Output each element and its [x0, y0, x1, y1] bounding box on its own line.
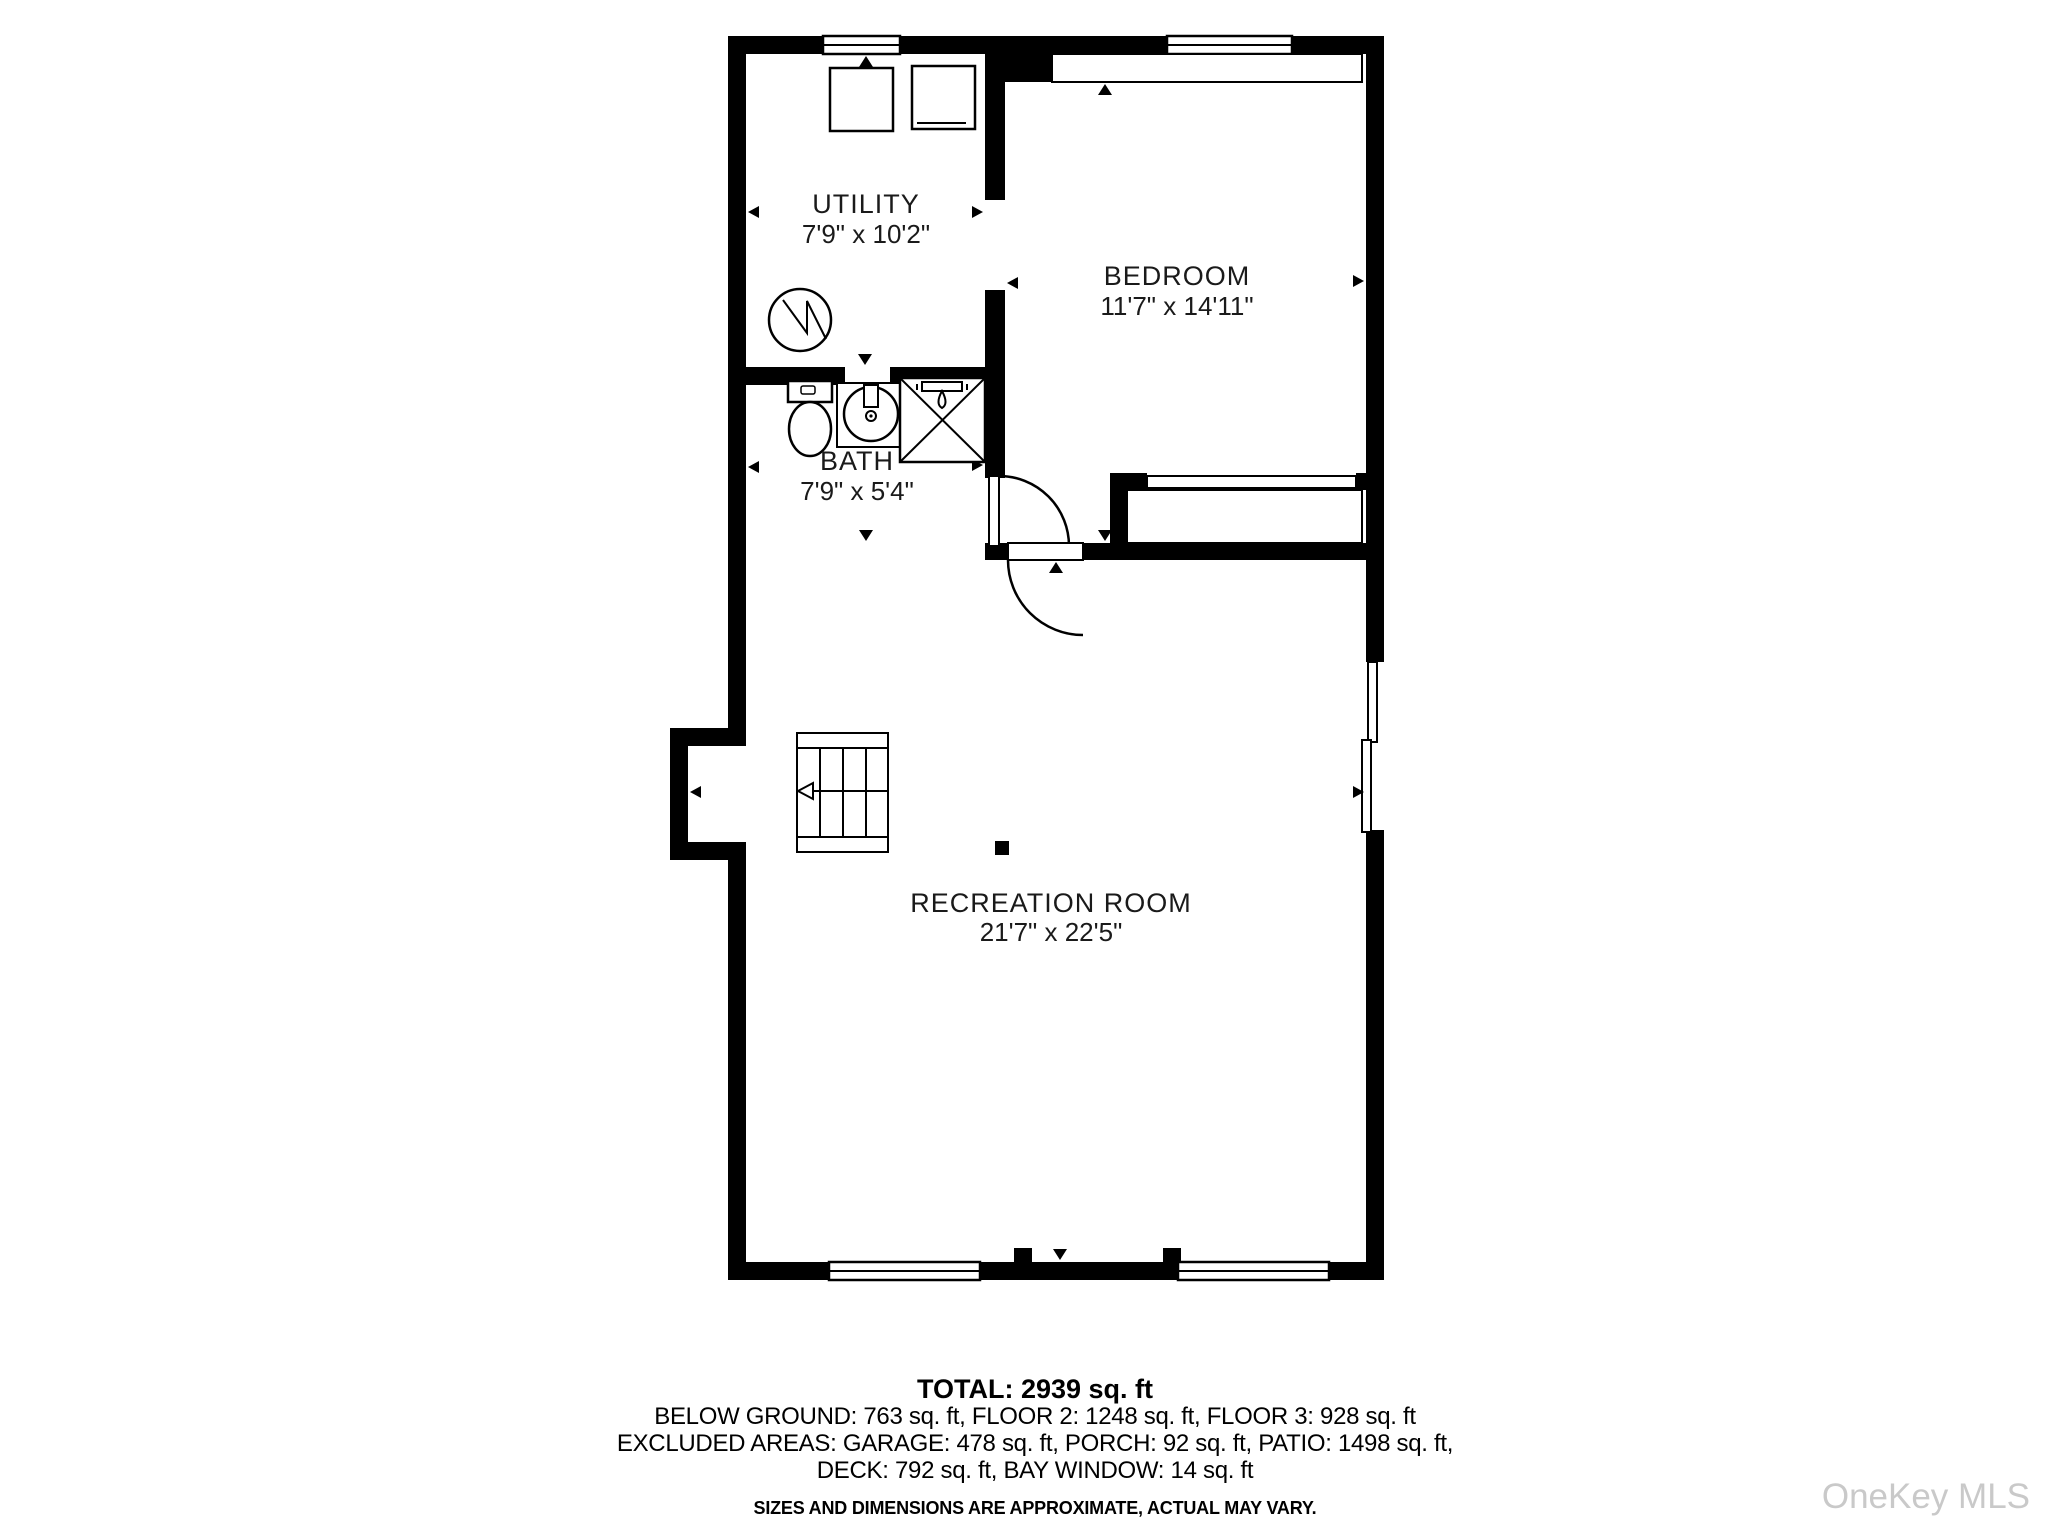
- utility-width-marker-right: [972, 206, 983, 218]
- patio-door-jamb-left: [1014, 1248, 1032, 1262]
- wall-left-upper: [728, 36, 746, 728]
- bath-door-arc: [999, 476, 1069, 546]
- stairs-icon: [797, 733, 888, 852]
- bath-height-marker-bottom: [859, 530, 873, 541]
- bath-dims: 7'9" x 5'4": [800, 476, 914, 506]
- sink-faucet: [864, 385, 878, 407]
- wall-left-lower: [728, 860, 746, 1280]
- wall-bottom-a: [728, 1262, 829, 1280]
- recreation-dims: 21'7" x 22'5": [979, 917, 1123, 947]
- wall-bottom-b: [980, 1262, 1178, 1280]
- wall-right-upper: [1366, 36, 1384, 662]
- bedroom-width-marker-right: [1353, 275, 1364, 287]
- bedroom-height-marker-top: [1098, 84, 1112, 95]
- recreation-label: RECREATION ROOM: [910, 888, 1192, 918]
- sink-drain-dot: [869, 414, 872, 417]
- wall-bottom-c: [1329, 1262, 1384, 1280]
- sink-icon: [837, 383, 907, 447]
- wall-corner-block: [1000, 36, 1052, 82]
- utility-label: UTILITY: [812, 189, 920, 219]
- bedroom-bottom-window: [1147, 476, 1356, 488]
- area-summary: [585, 1376, 1485, 1519]
- bedroom-dims: 11'7" x 14'11": [1100, 291, 1254, 321]
- recreation-height-marker-bottom: [1053, 1249, 1067, 1260]
- wall-vestibule-right: [1083, 543, 1384, 560]
- bedroom-width-marker-left: [1007, 277, 1018, 289]
- toilet-icon: [788, 381, 832, 456]
- disclaimer: SIZES AND DIMENSIONS ARE APPROXIMATE, ACTUAL MAY VARY.: [753, 1498, 1317, 1518]
- bath-door-leaf: [989, 476, 999, 546]
- sliding-door-pane-lower: [1362, 740, 1371, 832]
- wall-vestibule-vertical: [1110, 473, 1127, 560]
- bedroom-label: BEDROOM: [1103, 261, 1251, 291]
- sliding-door-pane-upper: [1368, 662, 1377, 742]
- wall-bay-stub-right: [1356, 473, 1366, 490]
- utility-height-marker-top: [859, 56, 873, 67]
- bedroom-bottom-bay-strip: [1127, 490, 1362, 543]
- patio-door-jamb-right: [1163, 1248, 1181, 1262]
- wall-bumpout-left: [670, 728, 688, 860]
- recreation-width-marker-left: [690, 786, 701, 798]
- bath-label: BATH: [819, 446, 895, 476]
- wall-utility-bedroom-upper: [985, 54, 1005, 200]
- washer-icon: [830, 68, 893, 131]
- bedroom-top-bay-strip: [1052, 54, 1362, 82]
- column-marker: [995, 841, 1009, 855]
- toilet-button: [801, 386, 815, 394]
- utility-height-marker-bottom: [858, 354, 872, 365]
- wall-right-lower: [1366, 830, 1384, 1280]
- walls: [670, 36, 1384, 1280]
- dryer-icon: [912, 66, 975, 129]
- wall-bumpout-top: [670, 728, 746, 746]
- excluded-areas-line1: EXCLUDED AREAS: GARAGE: 478 sq. ft, PORCH: 92 sq. ft, PATIO: 1498 sq. ft,: [616, 1430, 1454, 1457]
- utility-dims: 7'9" x 10'2": [801, 219, 931, 249]
- wall-bumpout-bottom: [670, 842, 746, 860]
- utility-width-marker-left: [748, 206, 759, 218]
- dimension-markers: [690, 56, 1364, 1260]
- shower-icon: [900, 378, 985, 462]
- bedroom-height-marker-bottom: [1098, 530, 1112, 541]
- excluded-areas-line2: DECK: 792 sq. ft, BAY WINDOW: 14 sq. ft: [816, 1457, 1254, 1484]
- recreation-door-leaf: [1008, 543, 1083, 560]
- wall-bay-stub-left: [1127, 473, 1147, 490]
- total-area: TOTAL: 2939 sq. ft: [916, 1374, 1154, 1404]
- recreation-height-marker-top: [1049, 562, 1063, 573]
- recreation-door-arc: [1008, 560, 1083, 635]
- bath-width-marker-left: [748, 461, 759, 473]
- onekey-mls-watermark: OneKey MLS: [1821, 1477, 2030, 1516]
- floor-areas: BELOW GROUND: 763 sq. ft, FLOOR 2: 1248 sq. ft, FLOOR 3: 928 sq. ft: [654, 1403, 1416, 1430]
- water-heater-icon: [769, 289, 831, 351]
